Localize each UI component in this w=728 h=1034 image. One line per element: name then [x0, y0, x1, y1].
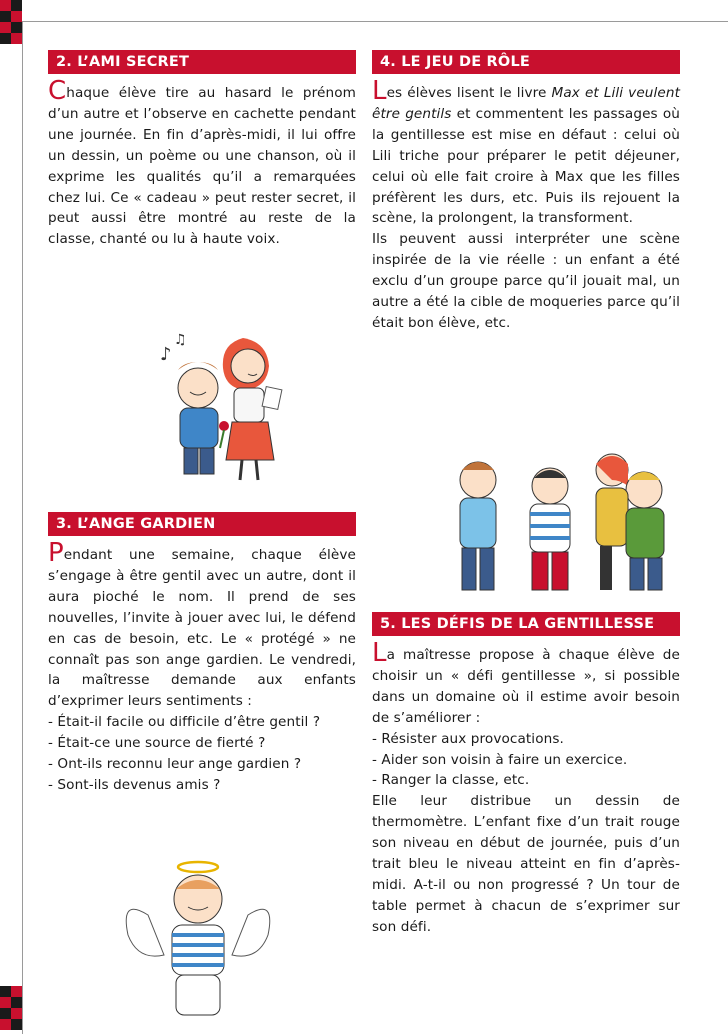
question-item: - Était-ce une source de fierté ?: [48, 735, 266, 752]
section-body-continued: Elle leur distribue un dessin de thermomètre. L’enfant fixe d’un trait rouge son niveau en début de journée, puis d’un trait bleu le niveau atteint en fin d’après-midi. A-t-il ou non progressé ? Un tour de table permet à chacun de s’exprimer sur son défi.: [372, 793, 680, 935]
defi-item: - Aider son voisin à faire un exercice.: [372, 751, 628, 768]
question-item: - Ont-ils reconnu leur ange gardien ?: [48, 756, 302, 773]
question-item: - Était-il facile ou difficile d’être gentil ?: [48, 714, 321, 731]
checker-decoration-bottom: [0, 986, 22, 1034]
section-body: Les élèves lisent le livre Max et Lili veulent être gentils et commentent les passages où la gentillesse est mise en défaut : celui où Lili triche pour préparer le petit déjeuner, celui où elle fait croire à Max que les filles préfèrent les durs, etc. Puis ils rejouent la scène, la prolongent, la transforment. Ils peuvent aussi interpréter une scène inspirée de la vie réelle : un enfant a été exclu d’un groupe parce qu’il jouait mal, un autre a été la cible de moqueries parce qu’il était bon élève, etc.: [372, 82, 680, 334]
book-title: Max et Lili veulent être gentils: [372, 85, 680, 122]
defi-item: - Ranger la classe, etc.: [372, 772, 530, 789]
frame-top-line: [22, 21, 728, 22]
question-item: - Sont-ils devenus amis ?: [48, 776, 221, 793]
checker-decoration-top: [0, 0, 22, 44]
section-ange-gardien: [48, 512, 356, 796]
drop-cap: L: [372, 638, 387, 668]
svg-text:♫: ♫: [174, 332, 187, 348]
section-title: 3. L’ANGE GARDIEN: [48, 512, 356, 536]
illustration-boy-girl-gift: [148, 330, 308, 490]
section-body-continued: Ils peuvent aussi interpréter une scène inspirée de la vie réelle : un enfant a été exclu d’un groupe parce qu’il jouait mal, un autre a été la cible de moqueries parce qu’il était bon élève, etc.: [372, 231, 680, 331]
section-body: Chaque élève tire au hasard le prénom d’un autre et l’observe en cachette pendant une journée. En fin d’après-midi, il lui offre un dessin, un poème ou une chanson, où il exprime les qualités qu’il a remarquées chez lui. Ce « cadeau » peut rester secret, il peut aussi être montré au reste de la classe, chanté ou lu à haute voix.: [48, 76, 356, 248]
defi-item: - Résister aux provocations.: [372, 730, 564, 747]
section-body: La maîtresse propose à chaque élève de choisir un « défi gentillesse », si possible dans un domaine où il estime avoir besoin de s’améliorer : - Résister aux provocations. - Aider son voisin à faire un exercice. - Ranger la classe, etc. Elle leur distribue un dessin de thermomètre. L’enfant fixe d’un trait rouge son niveau en début de journée, puis d’un trait bleu le niveau atteint en fin d’après-midi. A-t-il ou non progressé ? Un tour de table permet à chacun de s’exprimer sur son défi.: [372, 644, 680, 938]
section-title: 2. L’AMI SECRET: [48, 50, 356, 74]
svg-text:♪: ♪: [160, 344, 172, 365]
drop-cap: P: [48, 538, 64, 568]
illustration-angel-child: [118, 855, 278, 1023]
section-ami-secret: [48, 50, 356, 250]
section-defis-gentillesse: [372, 612, 680, 938]
section-jeu-de-role: [372, 50, 680, 334]
section-title: 5. LES DÉFIS DE LA GENTILLESSE: [372, 612, 680, 636]
section-title: 4. LE JEU DE RÔLE: [372, 50, 680, 74]
section-body: Pendant une semaine, chaque élève s’engage à être gentil avec un autre, dont il aura pioché le nom. Il prend de ses nouvelles, l’invite à jouer avec lui, le défend en cas de besoin, etc. Le « protégé » ne connaît pas son ange gardien. Le vendredi, la maîtresse demande aux enfants d’exprimer leurs sentiments : - Était-il facile ou difficile d’être gentil ? - Était-ce une source de fierté ? - Ont-ils reconnu leur ange gardien ? - Sont-ils devenus amis ?: [48, 544, 356, 796]
frame-left-line: [22, 21, 23, 1034]
illustration-children-group: [430, 440, 680, 596]
drop-cap: C: [48, 76, 67, 106]
drop-cap: L: [372, 76, 387, 106]
